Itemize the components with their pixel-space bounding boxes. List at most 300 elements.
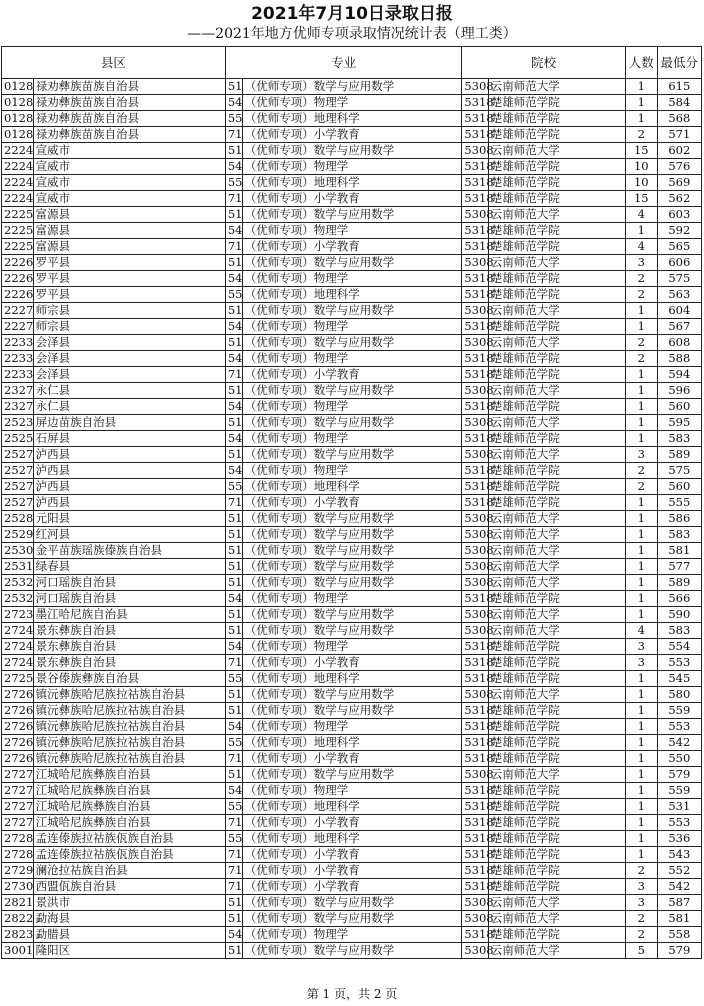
county-name-cell: 江城哈尼族彝族自治县	[33, 799, 225, 815]
major-code-cell: 51	[225, 943, 242, 959]
county-code-cell: 2727	[2, 815, 34, 831]
county-name-cell: 孟连傣族拉祜族佤族自治县	[33, 831, 225, 847]
min-score-cell: 553	[657, 655, 701, 671]
county-name-cell: 禄劝彝族苗族自治县	[33, 79, 225, 95]
county-code-cell: 2727	[2, 783, 34, 799]
major-name-cell: （优师专项）物理学	[242, 783, 462, 799]
major-name-cell: （优师专项）物理学	[242, 223, 462, 239]
county-name-cell: 绿春县	[33, 559, 225, 575]
school-code-cell: 5308	[462, 623, 488, 639]
school-name-cell: 楚雄师范学院	[488, 479, 625, 495]
school-name-cell: 楚雄师范学院	[488, 111, 625, 127]
admit-count-cell: 1	[625, 367, 657, 383]
major-code-cell: 54	[225, 159, 242, 175]
major-code-cell: 51	[225, 895, 242, 911]
county-name-cell: 宣威市	[33, 175, 225, 191]
county-name-cell: 泸西县	[33, 495, 225, 511]
county-name-cell: 泸西县	[33, 447, 225, 463]
county-name-cell: 师宗县	[33, 303, 225, 319]
major-name-cell: （优师专项）物理学	[242, 591, 462, 607]
school-code-cell: 5318	[462, 863, 488, 879]
table-row	[2, 815, 702, 831]
county-name-cell: 永仁县	[33, 399, 225, 415]
admit-count-cell: 2	[625, 335, 657, 351]
school-name-cell: 云南师范大学	[488, 303, 625, 319]
county-code-cell: 2225	[2, 207, 34, 223]
min-score-cell: 584	[657, 95, 701, 111]
header-min-score: 最低分	[657, 47, 701, 79]
county-name-cell: 镇沅彝族哈尼族拉祜族自治县	[33, 735, 225, 751]
school-name-cell: 云南师范大学	[488, 255, 625, 271]
admit-count-cell: 3	[625, 639, 657, 655]
major-name-cell: （优师专项）物理学	[242, 351, 462, 367]
admit-count-cell: 1	[625, 831, 657, 847]
table-row	[2, 895, 702, 911]
table-row	[2, 463, 702, 479]
county-name-cell: 西盟佤族自治县	[33, 879, 225, 895]
table-row	[2, 159, 702, 175]
school-name-cell: 楚雄师范学院	[488, 799, 625, 815]
school-name-cell: 云南师范大学	[488, 383, 625, 399]
min-score-cell: 603	[657, 207, 701, 223]
min-score-cell: 559	[657, 703, 701, 719]
admit-count-cell: 2	[625, 127, 657, 143]
table-row	[2, 399, 702, 415]
county-name-cell: 禄劝彝族苗族自治县	[33, 127, 225, 143]
major-name-cell: （优师专项）数学与应用数学	[242, 575, 462, 591]
major-name-cell: （优师专项）数学与应用数学	[242, 335, 462, 351]
admit-count-cell: 1	[625, 815, 657, 831]
school-name-cell: 楚雄师范学院	[488, 223, 625, 239]
min-score-cell: 545	[657, 671, 701, 687]
min-score-cell: 563	[657, 287, 701, 303]
table-row	[2, 927, 702, 943]
table-row	[2, 415, 702, 431]
table-row	[2, 111, 702, 127]
min-score-cell: 589	[657, 575, 701, 591]
major-code-cell: 51	[225, 911, 242, 927]
admit-count-cell: 15	[625, 191, 657, 207]
major-code-cell: 55	[225, 671, 242, 687]
county-code-cell: 2532	[2, 575, 34, 591]
page-footer: 第 1 页，共 2 页	[306, 987, 398, 1001]
major-name-cell: （优师专项）小学教育	[242, 815, 462, 831]
county-code-cell: 2730	[2, 879, 34, 895]
major-code-cell: 55	[225, 111, 242, 127]
min-score-cell: 588	[657, 351, 701, 367]
school-code-cell: 5318	[462, 703, 488, 719]
county-code-cell: 2729	[2, 863, 34, 879]
school-code-cell: 5308	[462, 383, 488, 399]
county-code-cell: 2527	[2, 479, 34, 495]
admit-count-cell: 1	[625, 95, 657, 111]
major-name-cell: （优师专项）物理学	[242, 639, 462, 655]
major-name-cell: （优师专项）数学与应用数学	[242, 303, 462, 319]
school-code-cell: 5318	[462, 351, 488, 367]
county-name-cell: 宣威市	[33, 191, 225, 207]
table-row	[2, 783, 702, 799]
major-name-cell: （优师专项）地理科学	[242, 735, 462, 751]
major-name-cell: （优师专项）小学教育	[242, 655, 462, 671]
county-code-cell: 2821	[2, 895, 34, 911]
school-code-cell: 5318	[462, 735, 488, 751]
school-code-cell: 5308	[462, 767, 488, 783]
county-name-cell: 澜沧拉祜族自治县	[33, 863, 225, 879]
county-code-cell: 2727	[2, 799, 34, 815]
admit-count-cell: 1	[625, 799, 657, 815]
county-code-cell: 2728	[2, 831, 34, 847]
min-score-cell: 587	[657, 895, 701, 911]
table-row	[2, 207, 702, 223]
table-row	[2, 735, 702, 751]
min-score-cell: 602	[657, 143, 701, 159]
table-row	[2, 447, 702, 463]
school-code-cell: 5318	[462, 591, 488, 607]
school-name-cell: 楚雄师范学院	[488, 175, 625, 191]
table-row	[2, 799, 702, 815]
county-code-cell: 2726	[2, 719, 34, 735]
county-code-cell: 2527	[2, 495, 34, 511]
school-name-cell: 云南师范大学	[488, 207, 625, 223]
major-name-cell: （优师专项）数学与应用数学	[242, 383, 462, 399]
major-code-cell: 54	[225, 223, 242, 239]
min-score-cell: 594	[657, 367, 701, 383]
county-name-cell: 罗平县	[33, 287, 225, 303]
min-score-cell: 565	[657, 239, 701, 255]
county-name-cell: 景东彝族自治县	[33, 655, 225, 671]
major-code-cell: 71	[225, 127, 242, 143]
major-code-cell: 51	[225, 767, 242, 783]
major-code-cell: 51	[225, 383, 242, 399]
table-row	[2, 79, 702, 95]
county-code-cell: 2327	[2, 383, 34, 399]
min-score-cell: 569	[657, 175, 701, 191]
min-score-cell: 552	[657, 863, 701, 879]
school-code-cell: 5318	[462, 287, 488, 303]
major-code-cell: 51	[225, 255, 242, 271]
major-name-cell: （优师专项）小学教育	[242, 863, 462, 879]
header-count: 人数	[625, 47, 657, 79]
min-score-cell: 606	[657, 255, 701, 271]
report-title: 2021年7月10日录取日报	[251, 4, 453, 24]
admit-count-cell: 1	[625, 303, 657, 319]
report-subtitle: ——2021年地方优师专项录取情况统计表（理工类）	[187, 26, 517, 42]
admit-count-cell: 1	[625, 591, 657, 607]
major-code-cell: 51	[225, 143, 242, 159]
county-code-cell: 2726	[2, 751, 34, 767]
major-name-cell: （优师专项）地理科学	[242, 175, 462, 191]
admit-count-cell: 3	[625, 447, 657, 463]
table-row	[2, 943, 702, 959]
major-code-cell: 51	[225, 527, 242, 543]
admit-count-cell: 1	[625, 735, 657, 751]
major-code-cell: 54	[225, 591, 242, 607]
admit-count-cell: 1	[625, 719, 657, 735]
school-name-cell: 云南师范大学	[488, 415, 625, 431]
school-name-cell: 楚雄师范学院	[488, 287, 625, 303]
min-score-cell: 586	[657, 511, 701, 527]
county-name-cell: 镇沅彝族哈尼族拉祜族自治县	[33, 703, 225, 719]
school-name-cell: 楚雄师范学院	[488, 655, 625, 671]
admit-count-cell: 2	[625, 479, 657, 495]
table-row	[2, 383, 702, 399]
county-name-cell: 会泽县	[33, 335, 225, 351]
county-code-cell: 2529	[2, 527, 34, 543]
admit-count-cell: 1	[625, 687, 657, 703]
school-name-cell: 楚雄师范学院	[488, 127, 625, 143]
major-name-cell: （优师专项）物理学	[242, 431, 462, 447]
admit-count-cell: 3	[625, 255, 657, 271]
school-name-cell: 楚雄师范学院	[488, 351, 625, 367]
county-name-cell: 景东彝族自治县	[33, 623, 225, 639]
county-code-cell: 2527	[2, 447, 34, 463]
major-code-cell: 71	[225, 495, 242, 511]
min-score-cell: 579	[657, 767, 701, 783]
county-code-cell: 2728	[2, 847, 34, 863]
major-name-cell: （优师专项）数学与应用数学	[242, 703, 462, 719]
school-name-cell: 楚雄师范学院	[488, 751, 625, 767]
min-score-cell: 562	[657, 191, 701, 207]
major-name-cell: （优师专项）小学教育	[242, 367, 462, 383]
county-code-cell: 2225	[2, 223, 34, 239]
school-name-cell: 楚雄师范学院	[488, 815, 625, 831]
min-score-cell: 579	[657, 943, 701, 959]
county-code-cell: 2227	[2, 319, 34, 335]
school-code-cell: 5308	[462, 207, 488, 223]
school-name-cell: 楚雄师范学院	[488, 271, 625, 287]
admit-count-cell: 10	[625, 175, 657, 191]
major-name-cell: （优师专项）地理科学	[242, 287, 462, 303]
major-name-cell: （优师专项）物理学	[242, 463, 462, 479]
school-code-cell: 5318	[462, 655, 488, 671]
school-name-cell: 楚雄师范学院	[488, 95, 625, 111]
county-name-cell: 景洪市	[33, 895, 225, 911]
major-code-cell: 54	[225, 399, 242, 415]
table-row	[2, 575, 702, 591]
school-name-cell: 云南师范大学	[488, 559, 625, 575]
school-name-cell: 楚雄师范学院	[488, 463, 625, 479]
school-code-cell: 5308	[462, 575, 488, 591]
county-code-cell: 2822	[2, 911, 34, 927]
school-code-cell: 5318	[462, 463, 488, 479]
county-name-cell: 红河县	[33, 527, 225, 543]
major-code-cell: 51	[225, 623, 242, 639]
major-code-cell: 54	[225, 463, 242, 479]
school-name-cell: 楚雄师范学院	[488, 639, 625, 655]
min-score-cell: 554	[657, 639, 701, 655]
major-name-cell: （优师专项）数学与应用数学	[242, 447, 462, 463]
county-name-cell: 景谷傣族彝族自治县	[33, 671, 225, 687]
major-name-cell: （优师专项）数学与应用数学	[242, 527, 462, 543]
admit-count-cell: 1	[625, 607, 657, 623]
table-row	[2, 255, 702, 271]
min-score-cell: 560	[657, 479, 701, 495]
school-name-cell: 云南师范大学	[488, 447, 625, 463]
admit-count-cell: 1	[625, 399, 657, 415]
major-code-cell: 54	[225, 639, 242, 655]
table-row	[2, 719, 702, 735]
county-code-cell: 2226	[2, 271, 34, 287]
table-row	[2, 607, 702, 623]
major-name-cell: （优师专项）地理科学	[242, 671, 462, 687]
major-code-cell: 71	[225, 367, 242, 383]
admit-count-cell: 5	[625, 943, 657, 959]
county-name-cell: 会泽县	[33, 367, 225, 383]
major-name-cell: （优师专项）物理学	[242, 271, 462, 287]
admit-count-cell: 1	[625, 383, 657, 399]
county-code-cell: 0128	[2, 127, 34, 143]
school-name-cell: 楚雄师范学院	[488, 879, 625, 895]
county-code-cell: 3001	[2, 943, 34, 959]
major-code-cell: 51	[225, 79, 242, 95]
table-row	[2, 687, 702, 703]
table-row	[2, 751, 702, 767]
school-code-cell: 5308	[462, 543, 488, 559]
min-score-cell: 559	[657, 783, 701, 799]
major-name-cell: （优师专项）数学与应用数学	[242, 943, 462, 959]
school-code-cell: 5318	[462, 431, 488, 447]
county-name-cell: 镇沅彝族哈尼族拉祜族自治县	[33, 719, 225, 735]
county-code-cell: 0128	[2, 111, 34, 127]
major-code-cell: 71	[225, 863, 242, 879]
table-body	[2, 79, 702, 959]
school-code-cell: 5308	[462, 911, 488, 927]
min-score-cell: 615	[657, 79, 701, 95]
min-score-cell: 560	[657, 399, 701, 415]
school-code-cell: 5318	[462, 271, 488, 287]
school-code-cell: 5318	[462, 815, 488, 831]
admit-count-cell: 1	[625, 671, 657, 687]
county-code-cell: 2724	[2, 623, 34, 639]
major-name-cell: （优师专项）数学与应用数学	[242, 559, 462, 575]
school-name-cell: 楚雄师范学院	[488, 191, 625, 207]
table-row	[2, 479, 702, 495]
school-code-cell: 5318	[462, 223, 488, 239]
min-score-cell: 567	[657, 319, 701, 335]
county-code-cell: 2527	[2, 463, 34, 479]
school-code-cell: 5308	[462, 415, 488, 431]
school-code-cell: 5308	[462, 143, 488, 159]
school-name-cell: 楚雄师范学院	[488, 159, 625, 175]
county-code-cell: 2525	[2, 431, 34, 447]
major-code-cell: 71	[225, 879, 242, 895]
major-name-cell: （优师专项）数学与应用数学	[242, 911, 462, 927]
county-name-cell: 勐海县	[33, 911, 225, 927]
school-code-cell: 5308	[462, 335, 488, 351]
min-score-cell: 531	[657, 799, 701, 815]
admit-count-cell: 1	[625, 431, 657, 447]
major-name-cell: （优师专项）小学教育	[242, 127, 462, 143]
major-name-cell: （优师专项）物理学	[242, 159, 462, 175]
school-name-cell: 楚雄师范学院	[488, 671, 625, 687]
school-name-cell: 楚雄师范学院	[488, 847, 625, 863]
min-score-cell: 543	[657, 847, 701, 863]
major-code-cell: 51	[225, 207, 242, 223]
table-row	[2, 879, 702, 895]
school-name-cell: 楚雄师范学院	[488, 863, 625, 879]
admit-count-cell: 1	[625, 767, 657, 783]
major-code-cell: 51	[225, 575, 242, 591]
admit-count-cell: 1	[625, 575, 657, 591]
school-code-cell: 5318	[462, 495, 488, 511]
admit-count-cell: 1	[625, 511, 657, 527]
county-code-cell: 2724	[2, 639, 34, 655]
major-code-cell: 51	[225, 303, 242, 319]
school-code-cell: 5318	[462, 95, 488, 111]
county-code-cell: 2531	[2, 559, 34, 575]
county-code-cell: 2823	[2, 927, 34, 943]
major-code-cell: 55	[225, 799, 242, 815]
county-code-cell: 2727	[2, 767, 34, 783]
major-name-cell: （优师专项）数学与应用数学	[242, 543, 462, 559]
major-name-cell: （优师专项）数学与应用数学	[242, 895, 462, 911]
school-code-cell: 5308	[462, 527, 488, 543]
major-code-cell: 51	[225, 415, 242, 431]
major-code-cell: 51	[225, 335, 242, 351]
admit-count-cell: 1	[625, 223, 657, 239]
admit-count-cell: 1	[625, 415, 657, 431]
school-name-cell: 楚雄师范学院	[488, 719, 625, 735]
county-name-cell: 罗平县	[33, 271, 225, 287]
min-score-cell: 558	[657, 927, 701, 943]
school-name-cell: 楚雄师范学院	[488, 431, 625, 447]
major-code-cell: 55	[225, 831, 242, 847]
school-code-cell: 5318	[462, 847, 488, 863]
table-row	[2, 271, 702, 287]
major-name-cell: （优师专项）数学与应用数学	[242, 767, 462, 783]
table-row	[2, 911, 702, 927]
school-name-cell: 楚雄师范学院	[488, 239, 625, 255]
county-code-cell: 0128	[2, 95, 34, 111]
admit-count-cell: 2	[625, 271, 657, 287]
school-code-cell: 5308	[462, 895, 488, 911]
major-code-cell: 54	[225, 927, 242, 943]
county-name-cell: 江城哈尼族彝族自治县	[33, 767, 225, 783]
admit-count-cell: 4	[625, 239, 657, 255]
county-name-cell: 师宗县	[33, 319, 225, 335]
county-code-cell: 2225	[2, 239, 34, 255]
major-name-cell: （优师专项）地理科学	[242, 831, 462, 847]
admit-count-cell: 1	[625, 751, 657, 767]
admit-count-cell: 2	[625, 351, 657, 367]
major-code-cell: 51	[225, 559, 242, 575]
county-name-cell: 富源县	[33, 207, 225, 223]
school-name-cell: 云南师范大学	[488, 911, 625, 927]
school-name-cell: 楚雄师范学院	[488, 783, 625, 799]
school-name-cell: 楚雄师范学院	[488, 927, 625, 943]
county-name-cell: 墨江哈尼族自治县	[33, 607, 225, 623]
header-school: 院校	[462, 47, 626, 79]
min-score-cell: 575	[657, 463, 701, 479]
admit-count-cell: 2	[625, 863, 657, 879]
county-code-cell: 2327	[2, 399, 34, 415]
school-code-cell: 5318	[462, 751, 488, 767]
major-code-cell: 54	[225, 431, 242, 447]
min-score-cell: 550	[657, 751, 701, 767]
school-name-cell: 楚雄师范学院	[488, 319, 625, 335]
county-code-cell: 2224	[2, 143, 34, 159]
table-row	[2, 639, 702, 655]
major-name-cell: （优师专项）数学与应用数学	[242, 143, 462, 159]
major-code-cell: 71	[225, 847, 242, 863]
county-name-cell: 宣威市	[33, 159, 225, 175]
table-row	[2, 847, 702, 863]
school-code-cell: 5318	[462, 639, 488, 655]
school-code-cell: 5318	[462, 191, 488, 207]
table-row	[2, 319, 702, 335]
min-score-cell: 592	[657, 223, 701, 239]
min-score-cell: 595	[657, 415, 701, 431]
